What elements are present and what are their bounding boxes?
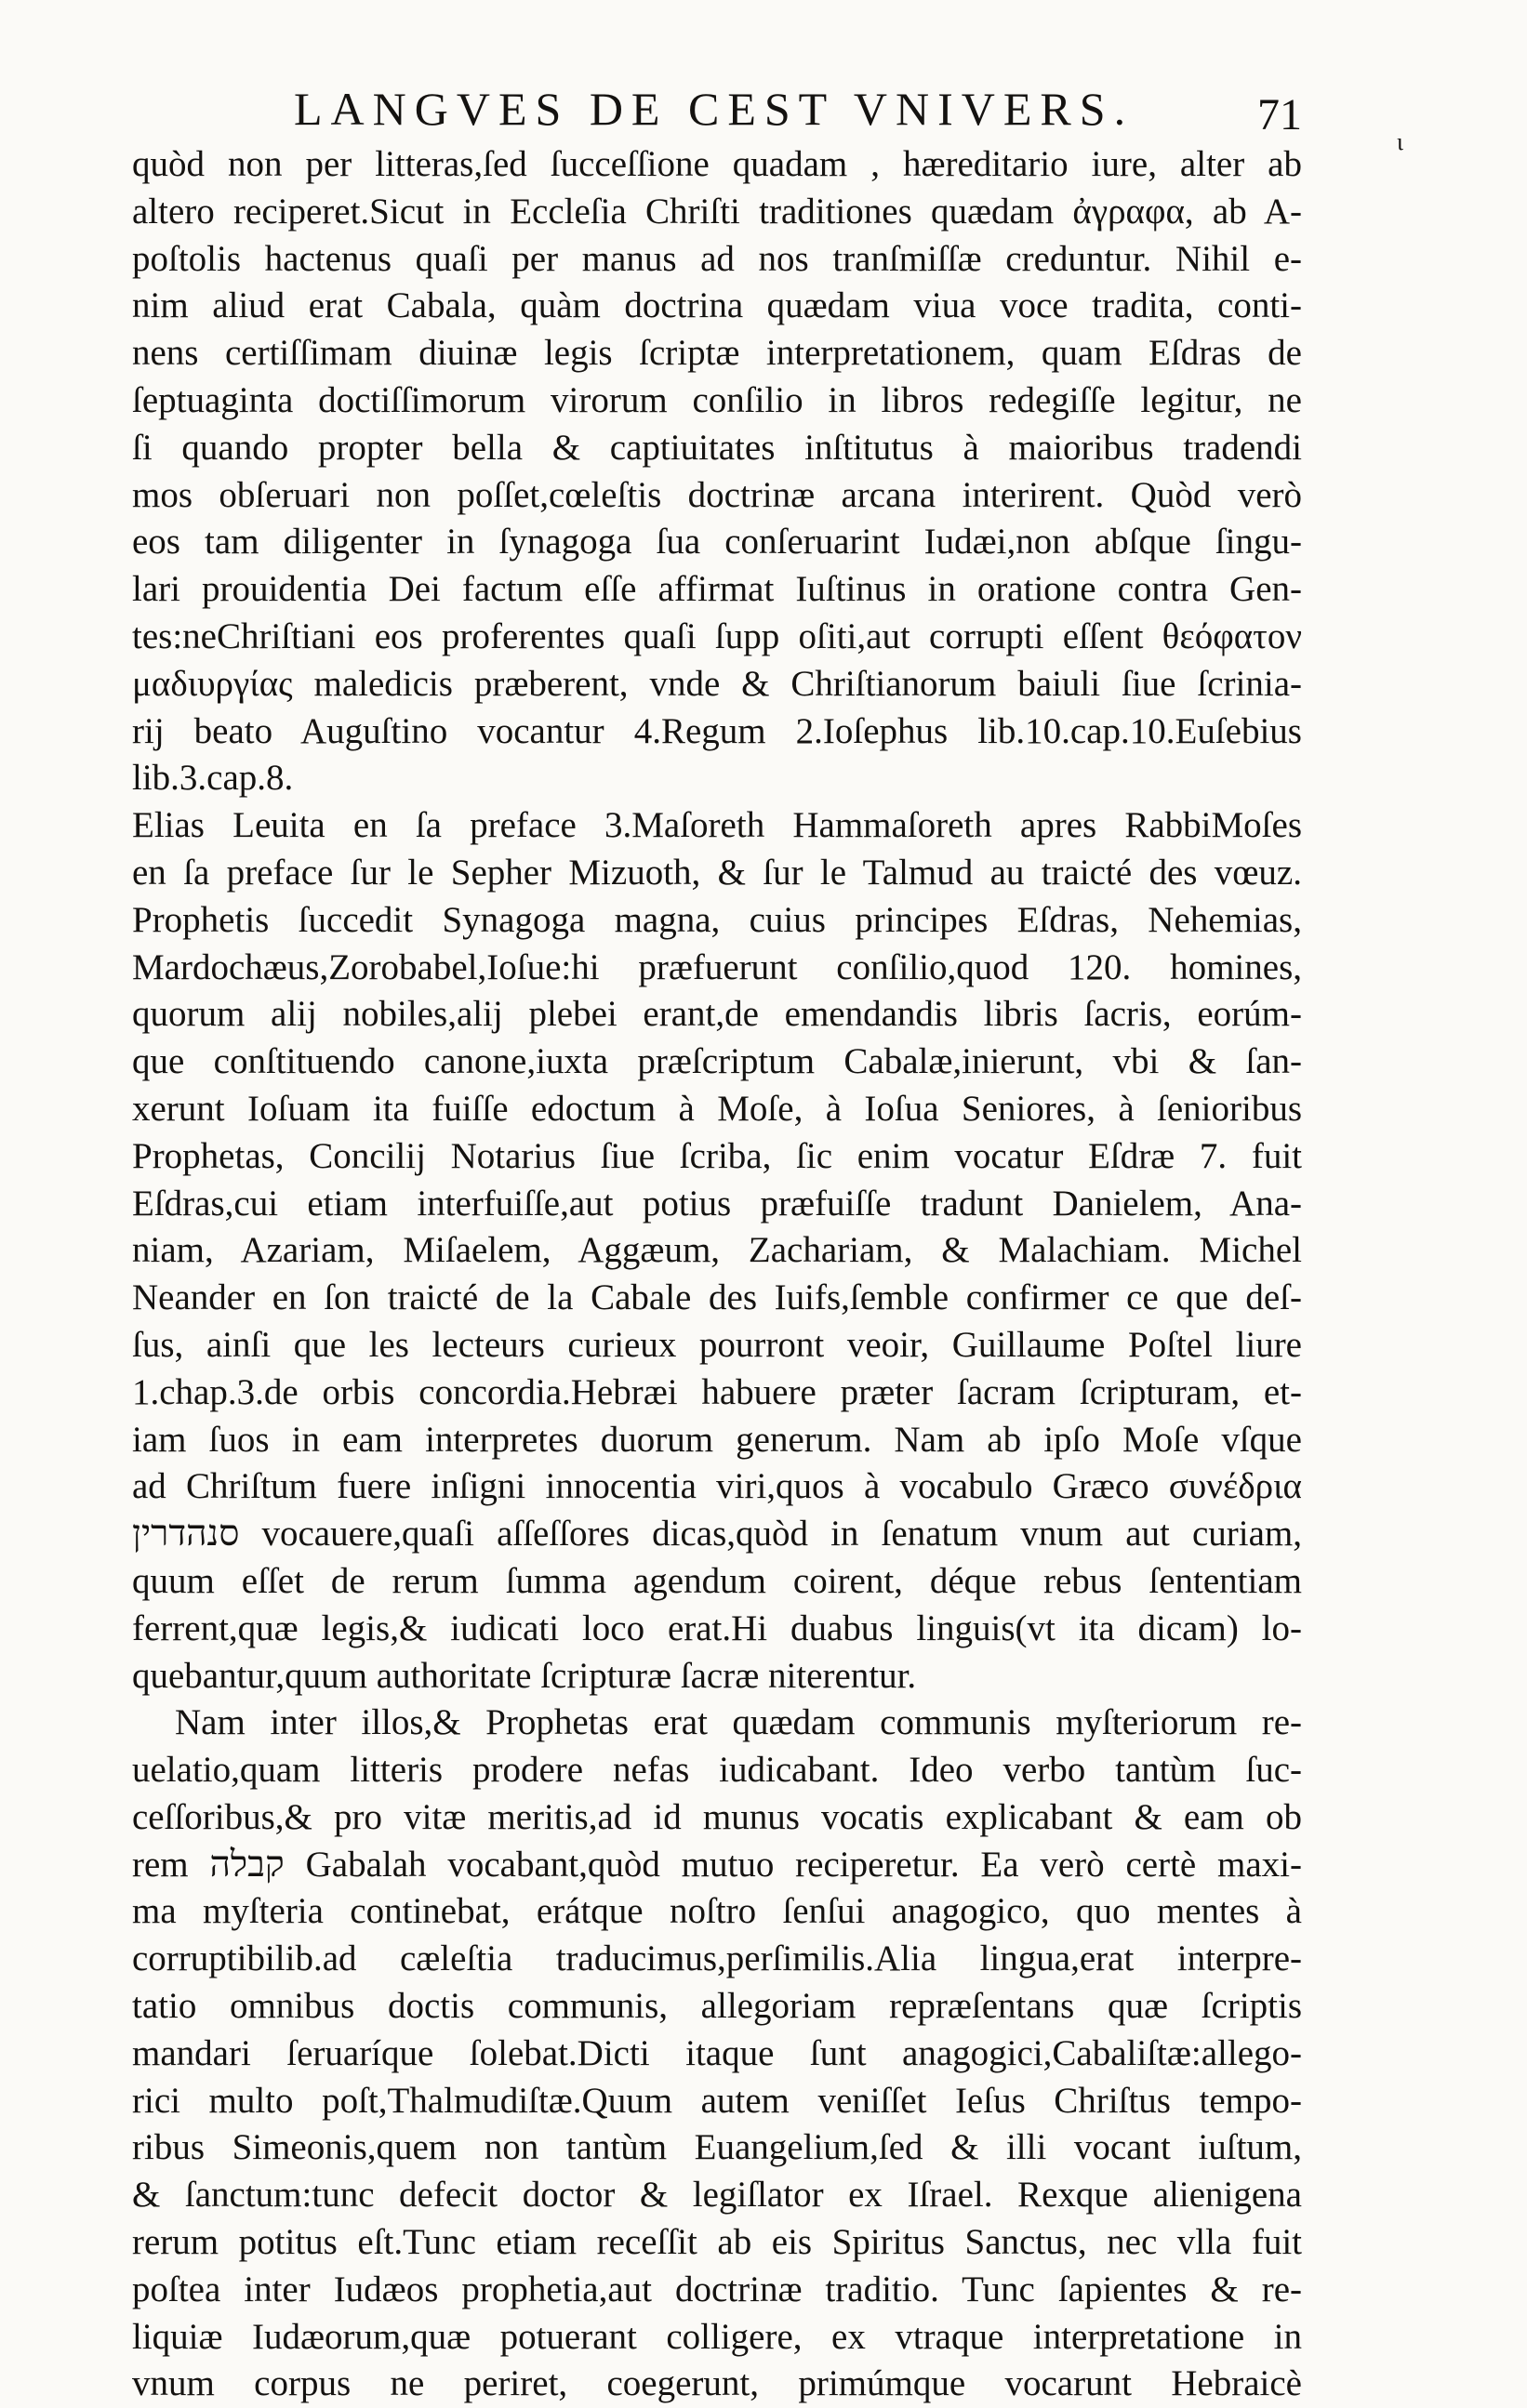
text-line: xerunt Ioſuam ita fuiſſe edoctum à Moſe, à Ioſua Seniores, à ſenioribus: [132, 1088, 1302, 1129]
text-line: ſus, ainſi que les lecteurs curieux pourront veoir, Guillaume Poſtel liure: [132, 1324, 1302, 1365]
text-line: Elias Leuita en ſa preface 3.Maſoreth Hammaſoreth apres RabbiMoſes: [132, 805, 1302, 846]
text-line: rem קבלה Gabalah vocabant,quòd mutuo reciperetur. Ea verò certè maxi-: [132, 1844, 1302, 1885]
text-line: poſtea inter Iudæos prophetia,aut doctrinæ traditio. Tunc ſapientes & re-: [132, 2269, 1302, 2309]
text-line: ſi quando propter bella & captiuitates inſtitutus à maioribus tradendi: [132, 427, 1302, 468]
text-line: que conſtituendo canone,iuxta præſcriptum Cabalæ,inierunt, vbi & ſan-: [132, 1041, 1302, 1082]
text-line: rerum potitus eſt.Tunc etiam receſſit ab eis Spiritus Sanctus, nec vlla fuit: [132, 2222, 1302, 2263]
text-line: nim aliud erat Cabala, quàm doctrina quædam viua voce tradita, conti-: [132, 285, 1302, 326]
text-line: Eſdras,cui etiam interfuiſſe,aut potius præfuiſſe tradunt Danielem, Ana-: [132, 1183, 1302, 1224]
text-line: mos obſeruari non poſſet,cœleſtis doctrinæ arcana interirent. Quòd verò: [132, 474, 1302, 515]
margin-mark: ι: [1397, 128, 1403, 155]
text-line: lib.3.cap.8.: [132, 758, 294, 799]
text-line: en ſa preface ſur le Sepher Mizuoth, & ſur le Talmud au traicté des vœuz.: [132, 852, 1302, 893]
text-line: eos tam diligenter in ſynagoga ſua conſeruarint Iudæi,non abſque ſingu-: [132, 522, 1302, 562]
text-line: vnum corpus ne periret, coegerunt, primúmque vocarunt Hebraicè: [132, 2363, 1302, 2404]
text-line: liquiæ Iudæorum,quæ potuerant colligere, ex vtraque interpretatione in: [132, 2316, 1302, 2357]
text-line: 1.chap.3.de orbis concordia.Hebræi habuere præter ſacram ſcripturam, et-: [132, 1371, 1302, 1412]
text-line: ma myſteria continebat, erátque noſtro ſenſui anagogico, quo mentes à: [132, 1891, 1302, 1932]
text-line: altero reciperet.Sicut in Eccleſia Chriſti traditiones quædam ἀγραφα, ab A-: [132, 191, 1302, 232]
text-line: Mardochæus,Zorobabel,Ioſue:hi præfuerunt conſilio,quod 120. homines,: [132, 946, 1302, 987]
body-text: [132, 141, 1302, 2408]
text-line: ad Chriſtum fuere inſigni innocentia viri,quos à vocabulo Græco συνέδρια: [132, 1466, 1302, 1507]
text-line: quorum alij nobiles,alij plebei erant,de emendandis libris ſacris, eorúm-: [132, 994, 1302, 1035]
text-line: uelatio,quam litteris prodere nefas iudicabant. Ideo verbo tantùm ſuc-: [132, 1750, 1302, 1791]
text-line: μαδιυργίας maledicis præberent, vnde & Chriſtianorum baiuli ſiue ſcrinia-: [132, 663, 1302, 704]
text-line: tatio omnibus doctis communis, allegoriam repræſentans quæ ſcriptis: [132, 1986, 1302, 2027]
text-line: Nam inter illos,& Prophetas erat quædam communis myſteriorum re-: [175, 1702, 1302, 1743]
text-line: quum eſſet de rerum ſumma agendum coirent, déque rebus ſententiam: [132, 1560, 1302, 1601]
text-line: niam, Azariam, Miſaelem, Aggæum, Zachariam, & Malachiam. Michel: [132, 1230, 1302, 1271]
text-line: Prophetis ſuccedit Synagoga magna, cuius principes Eſdras, Nehemias,: [132, 899, 1302, 940]
text-line: rij beato Auguſtino vocantur 4.Regum 2.Ioſephus lib.10.cap.10.Euſebius: [132, 710, 1302, 751]
text-line: rici multo poſt,Thalmudiſtæ.Quum autem veniſſet Ieſus Chriſtus tempo-: [132, 2080, 1302, 2121]
text-line: Neander en ſon traicté de la Cabale des Iuifs,ſemble confirmer ce que deſ-: [132, 1277, 1302, 1318]
text-line: iam ſuos in eam interpretes duorum generum. Nam ab ipſo Moſe vſque: [132, 1419, 1302, 1460]
text-line: corruptibilib.ad cæleſtia traducimus,perſimilis.Alia lingua,erat interpre-: [132, 1938, 1302, 1979]
text-line: ſeptuaginta doctiſſimorum virorum conſilio in libros redegiſſe legitur, ne: [132, 379, 1302, 420]
text-line: סנהדרין vocauere,quaſi aſſeſſores dicas,quòd in ſenatum vnum aut curiam,: [132, 1514, 1302, 1555]
text-line: Prophetas, Concilij Notarius ſiue ſcriba, ſic enim vocatur Eſdræ 7. fuit: [132, 1135, 1302, 1176]
text-line: ribus Simeonis,quem non tantùm Euangelium,ſed & illi vocant iuſtum,: [132, 2127, 1302, 2168]
text-line: nens certiſſimam diuinæ legis ſcriptæ interpretationem, quam Eſdras de: [132, 333, 1302, 374]
page-number: 71: [1257, 90, 1302, 139]
text-line: mandari ſeruaríque ſolebat.Dicti itaque ſunt anagogici,Cabaliſtæ:allego-: [132, 2032, 1302, 2073]
text-line: quòd non per litteras,ſed ſucceſſione quadam , hæreditario iure, alter ab: [132, 144, 1302, 184]
text-line: poſtolis hactenus quaſi per manus ad nos tranſmiſſæ creduntur. Nihil e-: [132, 238, 1302, 279]
running-head: LANGVES DE CEST VNIVERS.: [294, 83, 1135, 135]
text-line: quebantur,quum authoritate ſcripturæ ſacræ niterentur.: [132, 1655, 917, 1696]
text-line: tes:neChriſtiani eos proferentes quaſi ſupp oſiti,aut corrupti eſſent θεόφατον: [132, 615, 1302, 656]
text-line: ceſſoribus,& pro vitæ meritis,ad id munus vocatis explicabant & eam ob: [132, 1796, 1302, 1837]
text-line: & ſanctum:tunc defecit doctor & legiſlator ex Iſrael. Rexque alienigena: [132, 2175, 1302, 2216]
text-line: lari prouidentia Dei factum eſſe affirmat Iuſtinus in oratione contra Gen-: [132, 569, 1302, 610]
text-line: ferrent,quæ legis,& iudicati loco erat.Hi duabus linguis(vt ita dicam) lo-: [132, 1608, 1302, 1648]
